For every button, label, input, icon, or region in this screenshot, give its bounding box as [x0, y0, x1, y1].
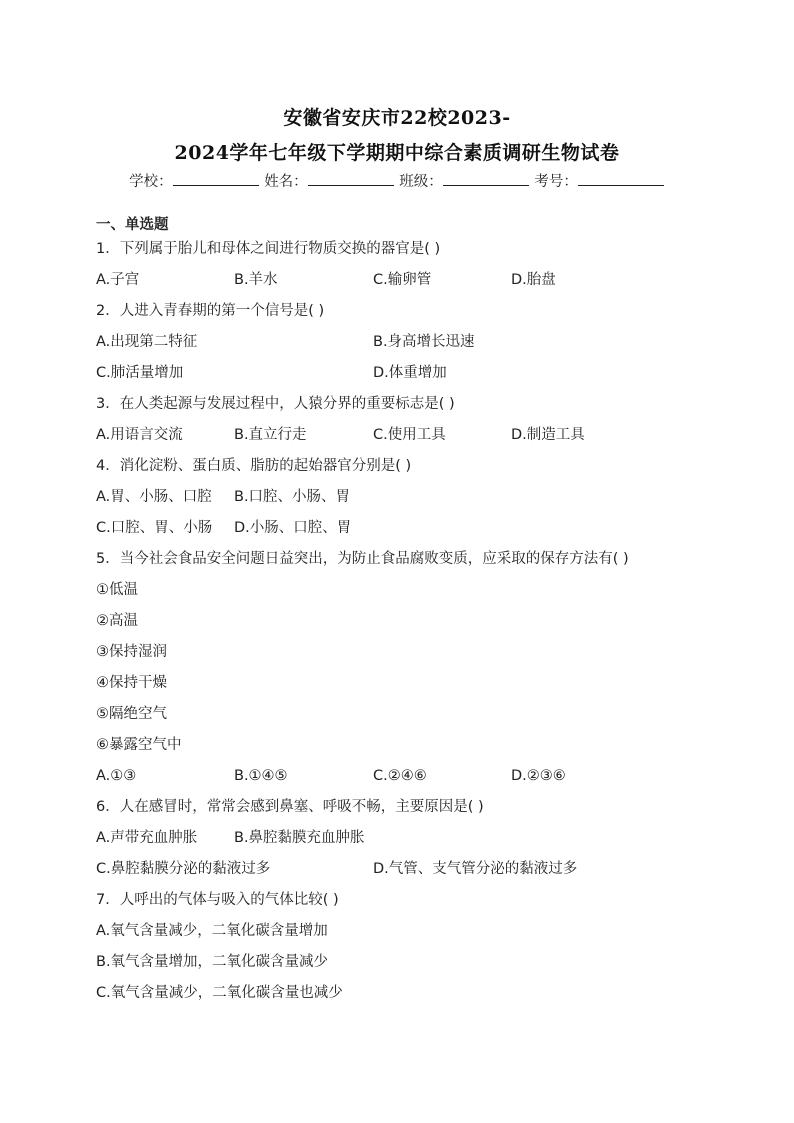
option-c: C.使用工具: [373, 427, 446, 443]
option-a: A.子宫: [96, 272, 140, 288]
option-d: D.胎盘: [511, 272, 556, 288]
class-label: 班级：: [399, 174, 443, 190]
question-4-stem: 4．消化淀粉、蛋白质、脂肪的起始器官分别是( ): [96, 458, 412, 474]
option-a: A.用语言交流: [96, 427, 183, 443]
option-c: C.输卵管: [373, 272, 432, 288]
exam-number-label: 考号：: [534, 174, 578, 190]
option-d: D.②③⑥: [511, 768, 566, 784]
question-7-option-b: B.氧气含量增加，二氧化碳含量减少: [96, 954, 329, 970]
option-a: A.声带充血肿胀: [96, 830, 198, 846]
title-line-2: 2024学年七年级下学期期中综合素质调研生物试卷: [174, 142, 620, 164]
option-c: C.肺活量增加: [96, 365, 184, 381]
section-heading: 一、单选题: [96, 217, 169, 233]
question-7-option-c: C.氧气含量减少，二氧化碳含量也减少: [96, 985, 343, 1001]
option-c: C.鼻腔黏膜分泌的黏液过多: [96, 861, 271, 877]
option-d: D.制造工具: [511, 427, 585, 443]
option-a: A.胃、小肠、口腔: [96, 489, 212, 505]
school-label: 学校：: [129, 174, 173, 190]
option-a: A.出现第二特征: [96, 334, 198, 350]
question-7-option-a: A.氧气含量减少，二氧化碳含量增加: [96, 923, 328, 939]
question-5-item-6: ⑥暴露空气中: [96, 737, 182, 753]
question-1-stem: 1．下列属于胎儿和母体之间进行物质交换的器官是( ): [96, 241, 441, 257]
question-2-stem: 2．人进入青春期的第一个信号是( ): [96, 303, 325, 319]
title-line-1: 安徽省安庆市22校2023-: [283, 107, 511, 129]
option-b: B.①④⑤: [234, 768, 288, 784]
question-5-item-2: ②高温: [96, 613, 138, 629]
question-5-item-4: ④保持干燥: [96, 675, 167, 691]
option-d: D.体重增加: [373, 365, 447, 381]
name-label: 姓名：: [264, 174, 308, 190]
option-b: B.鼻腔黏膜充血肿胀: [234, 830, 365, 846]
option-c: C.②④⑥: [373, 768, 427, 784]
question-3-stem: 3．在人类起源与发展过程中，人猿分界的重要标志是( ): [96, 396, 455, 412]
question-5-item-1: ①低温: [96, 582, 138, 598]
option-d: D.小肠、口腔、胃: [234, 520, 352, 536]
name-blank: [308, 171, 394, 186]
exam-number-blank: [578, 171, 664, 186]
option-b: B.直立行走: [234, 427, 307, 443]
question-6-stem: 6．人在感冒时，常常会感到鼻塞、呼吸不畅，主要原因是( ): [96, 799, 484, 815]
question-5-stem: 5．当今社会食品安全问题日益突出，为防止食品腐败变质，应采取的保存方法有( ): [96, 551, 629, 567]
question-7-stem: 7．人呼出的气体与吸入的气体比较( ): [96, 892, 339, 908]
class-blank: [443, 171, 529, 186]
option-b: B.口腔、小肠、胃: [234, 489, 351, 505]
student-info-row: [0, 170, 794, 191]
option-d: D.气管、支气管分泌的黏液过多: [373, 861, 578, 877]
option-a: A.①③: [96, 768, 137, 784]
question-5-item-3: ③保持湿润: [96, 644, 167, 660]
option-b: B.羊水: [234, 272, 278, 288]
question-5-item-5: ⑤隔绝空气: [96, 706, 167, 722]
option-b: B.身高增长迅速: [373, 334, 475, 350]
option-c: C.口腔、胃、小肠: [96, 520, 213, 536]
school-blank: [173, 171, 259, 186]
